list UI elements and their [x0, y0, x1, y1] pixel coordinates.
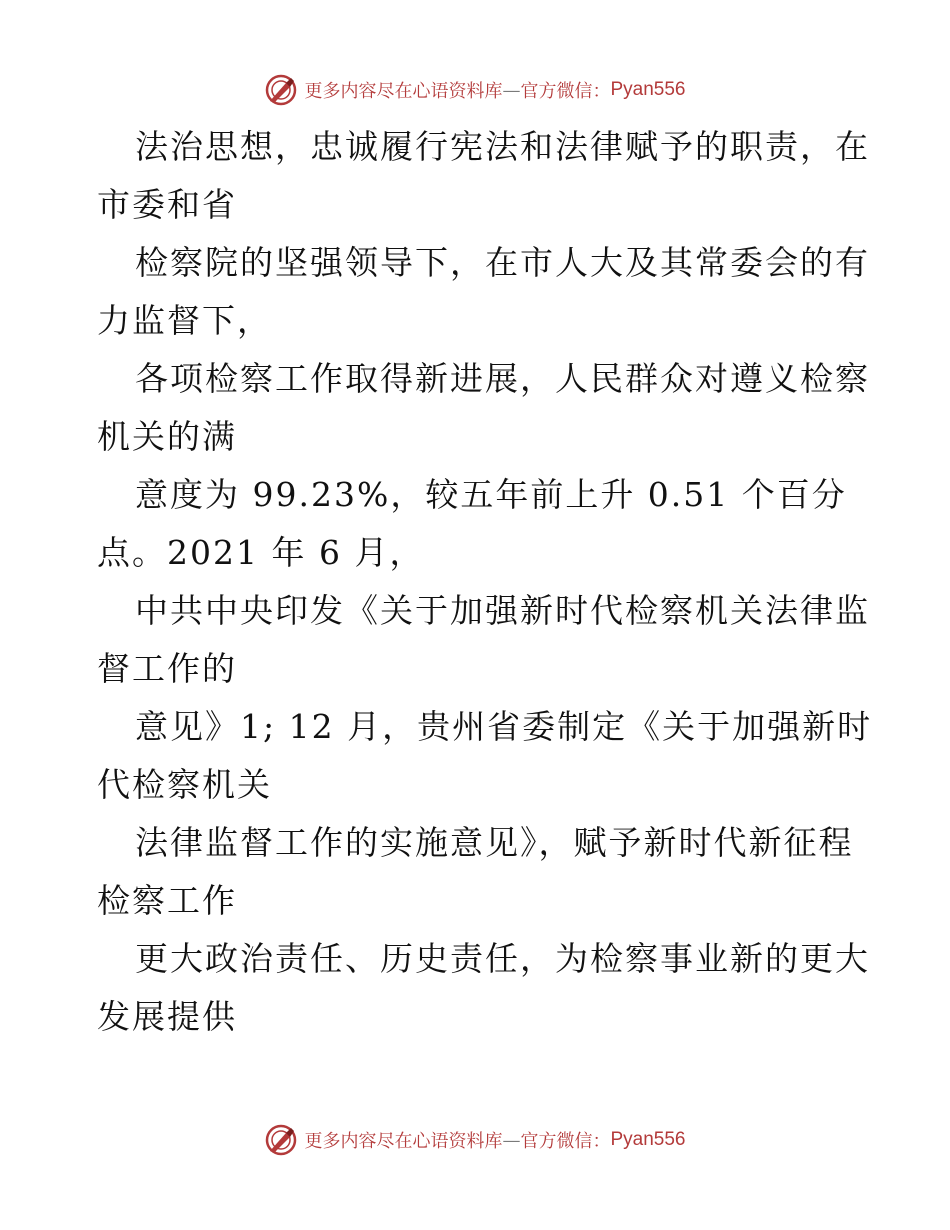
paragraph [97, 234, 870, 350]
paragraph [97, 582, 870, 698]
text-line: 督工作的 [97, 649, 237, 688]
banner-wechat-id: Pyan556 [610, 1129, 686, 1150]
text-line: 点。2021 年 6 月， [97, 533, 425, 572]
text-line: 法律监督工作的实施意见》，赋予新时代新征程 [135, 823, 854, 862]
text-line: 检察院的坚强领导下，在市人大及其常委会的有 [135, 243, 870, 282]
paragraph [97, 350, 870, 466]
banner-wechat-id: Pyan556 [610, 79, 686, 100]
pen-logo-icon [264, 1123, 298, 1157]
header-banner [0, 70, 950, 110]
text-line: 意度为 99.23%，较五年前上升 0.51 个百分 [135, 475, 847, 514]
text-line: 法治思想，忠诚履行宪法和法律赋予的职责，在 [135, 127, 870, 166]
text-line: 市委和省 [97, 185, 237, 224]
text-line: 检察工作 [97, 881, 237, 920]
text-line: 各项检察工作取得新进展，人民群众对遵义检察 [135, 359, 870, 398]
text-line: 更大政治责任、历史责任，为检察事业新的更大 [135, 939, 870, 978]
text-line: 机关的满 [97, 417, 237, 456]
pen-logo-icon [264, 73, 298, 107]
text-line: 代检察机关 [97, 765, 272, 804]
text-line: 意见》1; 12 月，贵州省委制定《关于加强新时 [135, 707, 873, 746]
banner-main-text: 更多内容尽在心语资料库 [304, 1131, 503, 1152]
paragraph [97, 814, 857, 930]
paragraph [97, 466, 857, 582]
text-line: 发展提供 [97, 997, 237, 1036]
banner-separator: — [502, 1129, 521, 1151]
banner-label: 官方微信： [520, 1131, 611, 1152]
banner-label: 官方微信： [520, 81, 611, 102]
text-line: 中共中央印发《关于加强新时代检察机关法律监 [135, 591, 870, 630]
body-text [97, 118, 873, 1046]
text-line: 力监督下， [97, 301, 272, 340]
footer-banner [0, 1120, 950, 1160]
paragraph [97, 118, 870, 234]
paragraph [97, 930, 870, 1046]
banner-main-text: 更多内容尽在心语资料库 [304, 81, 503, 102]
paragraph [97, 698, 873, 814]
banner-separator: — [502, 79, 521, 101]
